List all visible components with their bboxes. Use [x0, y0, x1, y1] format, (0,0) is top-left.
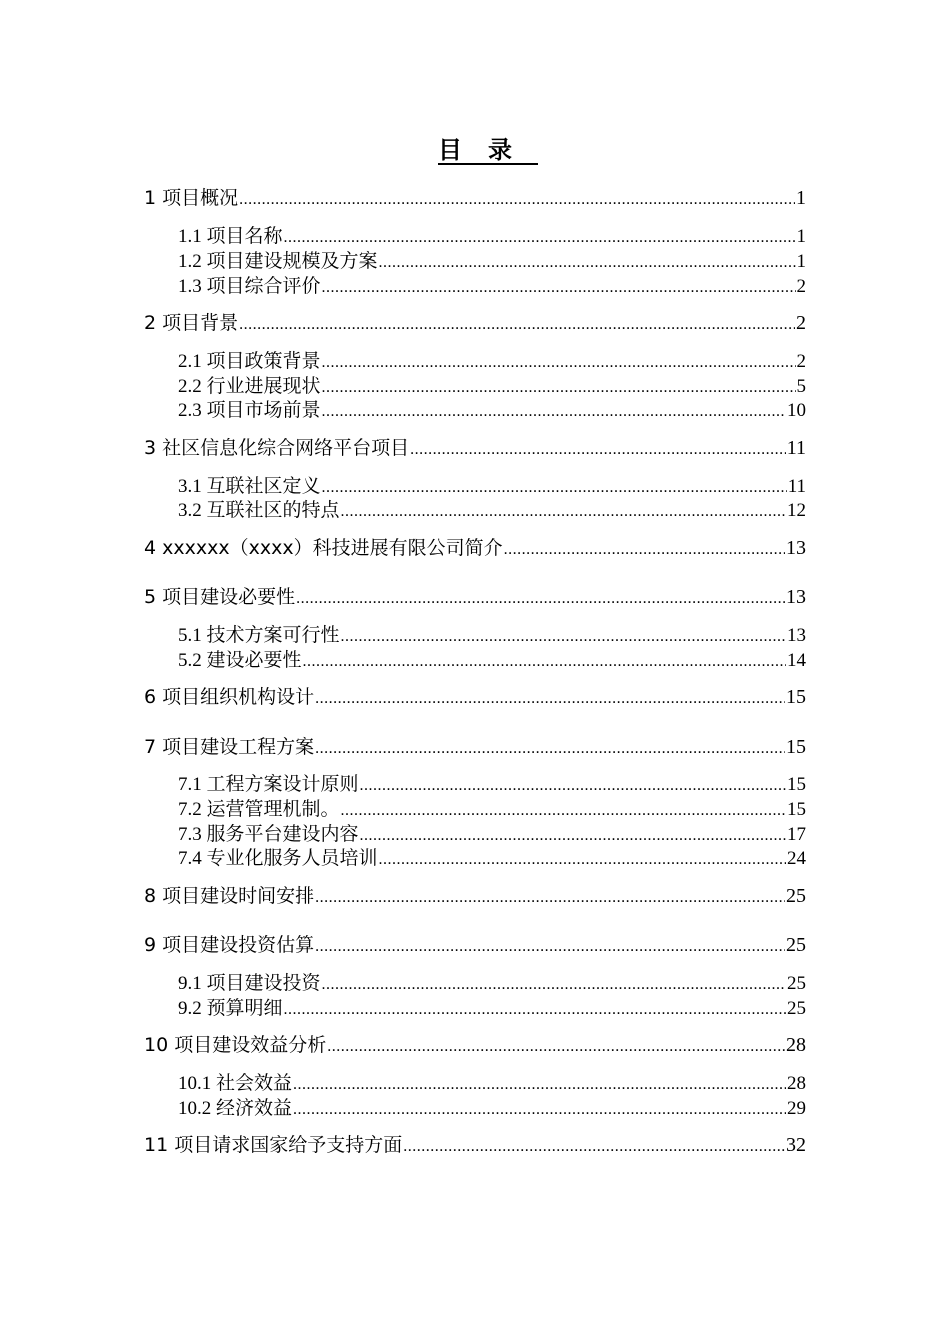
toc-entry-label: 1.1 项目名称: [178, 226, 283, 247]
toc-entry-section[interactable]: [178, 1093, 806, 1120]
toc-entry-section[interactable]: [178, 993, 806, 1020]
toc-entry-page: 12: [787, 500, 806, 521]
toc-dot-leader: [315, 889, 785, 907]
toc-dot-leader: [239, 191, 795, 209]
toc-entry-label: 10.1 社会效益: [178, 1073, 293, 1094]
toc-entry-chapter[interactable]: [144, 732, 806, 759]
toc-entry-section[interactable]: [178, 271, 806, 298]
toc-entry-page: 11: [786, 437, 806, 459]
toc-entry-section[interactable]: [178, 395, 806, 422]
toc-entry-label: 3.1 互联社区定义: [178, 476, 321, 497]
toc-entry-label: 7 项目建设工程方案: [144, 736, 315, 758]
toc-entry-page: 28: [786, 1034, 806, 1056]
toc-entry-page: 17: [787, 824, 806, 845]
toc-entry-page: 2: [796, 276, 806, 297]
toc-entry-section[interactable]: [178, 221, 806, 248]
toc-entry-label: 9 项目建设投资估算: [144, 934, 315, 956]
toc-entry-page: 13: [787, 625, 806, 646]
toc-entry-page: 2: [796, 351, 806, 372]
toc-entry-page: 1: [796, 251, 806, 272]
toc-dot-leader: [322, 354, 796, 372]
toc-dot-leader: [504, 541, 785, 559]
toc-entry-section[interactable]: [178, 471, 806, 498]
toc-entry-section[interactable]: [178, 1068, 806, 1095]
toc-entry-page: 2: [796, 312, 806, 334]
toc-dot-leader: [379, 254, 796, 272]
toc-entry-page: 1: [796, 226, 806, 247]
toc-entry-chapter[interactable]: [144, 930, 806, 957]
toc-dot-leader: [327, 1038, 785, 1056]
toc-entry-label: 2.2 行业进展现状: [178, 376, 321, 397]
toc-entry-chapter[interactable]: [144, 881, 806, 908]
toc-title-text: 目录: [438, 136, 538, 164]
toc-dot-leader: [293, 1076, 786, 1094]
toc-entry-section[interactable]: [178, 794, 806, 821]
toc-entry-label: 10 项目建设效益分析: [144, 1034, 327, 1056]
toc-entry-label: 11 项目请求国家给予支持方面: [144, 1134, 403, 1156]
toc-dot-leader: [322, 976, 786, 994]
toc-dot-leader: [341, 628, 786, 646]
toc-entry-label: 2 项目背景: [144, 312, 239, 334]
toc-entry-label: 5.2 建设必要性: [178, 650, 302, 671]
toc-entry-page: 10: [787, 400, 806, 421]
toc-entry-label: 8 项目建设时间安排: [144, 885, 315, 907]
toc-entry-page: 24: [787, 848, 806, 869]
toc-entry-chapter[interactable]: [144, 582, 806, 609]
toc-entry-chapter[interactable]: [144, 308, 806, 335]
toc-entry-label: 5 项目建设必要性: [144, 586, 296, 608]
toc-entry-label: 9.1 项目建设投资: [178, 973, 321, 994]
toc-entry-page: 32: [786, 1134, 806, 1156]
toc-entry-section[interactable]: [178, 371, 806, 398]
toc-entry-chapter[interactable]: [144, 682, 806, 709]
toc-entry-page: 5: [796, 376, 806, 397]
toc-entry-chapter[interactable]: [144, 433, 806, 460]
toc-dot-leader: [284, 229, 796, 247]
toc-entry-page: 15: [787, 799, 806, 820]
toc-dot-leader: [410, 441, 786, 459]
toc-entry-page: 15: [786, 736, 806, 758]
toc-entry-section[interactable]: [178, 968, 806, 995]
toc-dot-leader: [296, 590, 785, 608]
toc-entry-page: 13: [786, 537, 806, 559]
toc-dot-leader: [315, 690, 785, 708]
toc-entry-section[interactable]: [178, 843, 806, 870]
toc-entry-section[interactable]: [178, 769, 806, 796]
toc-dot-leader: [315, 938, 785, 956]
toc-entry-section[interactable]: [178, 819, 806, 846]
toc-entry-label: 2.3 项目市场前景: [178, 400, 321, 421]
toc-entry-section[interactable]: [178, 620, 806, 647]
toc-entry-label: 7.4 专业化服务人员培训: [178, 848, 378, 869]
toc-dot-leader: [315, 740, 785, 758]
toc-entry-chapter[interactable]: [144, 1030, 806, 1057]
toc-entry-label: 7.2 运营管理机制。: [178, 799, 340, 820]
toc-dot-leader: [284, 1001, 786, 1019]
toc-entry-label: 5.1 技术方案可行性: [178, 625, 340, 646]
toc-entry-section[interactable]: [178, 346, 806, 373]
toc-dot-leader: [322, 279, 796, 297]
toc-entry-label: 3.2 互联社区的特点: [178, 500, 340, 521]
toc-dot-leader: [239, 316, 795, 334]
toc-entry-label: 2.1 项目政策背景: [178, 351, 321, 372]
toc-entry-label: 4 xxxxxx（xxxx）科技进展有限公司简介: [144, 537, 503, 559]
toc-entry-label: 7.3 服务平台建设内容: [178, 824, 359, 845]
toc-entry-section[interactable]: [178, 645, 806, 672]
toc-entry-page: 25: [787, 998, 806, 1019]
toc-entry-label: 1.2 项目建设规模及方案: [178, 251, 378, 272]
toc-entry-page: 15: [787, 774, 806, 795]
toc-dot-leader: [341, 503, 786, 521]
toc-entry-page: 29: [787, 1098, 806, 1119]
toc-dot-leader: [303, 653, 786, 671]
toc-dot-leader: [293, 1101, 786, 1119]
toc-entry-label: 3 社区信息化综合网络平台项目: [144, 437, 410, 459]
toc-entry-chapter[interactable]: [144, 533, 806, 560]
toc-entry-section[interactable]: [178, 495, 806, 522]
toc-entry-page: 14: [787, 650, 806, 671]
toc-entry-page: 25: [787, 973, 806, 994]
toc-dot-leader: [403, 1138, 785, 1156]
toc-entry-chapter[interactable]: [144, 183, 806, 210]
toc-entry-section[interactable]: [178, 246, 806, 273]
toc-entry-label: 10.2 经济效益: [178, 1098, 293, 1119]
toc-dot-leader: [322, 403, 786, 421]
toc-entry-label: 1 项目概况: [144, 187, 239, 209]
toc-entry-page: 25: [786, 885, 806, 907]
toc-entry-page: 11: [787, 476, 806, 497]
toc-entry-label: 6 项目组织机构设计: [144, 686, 315, 708]
toc-entry-page: 15: [786, 686, 806, 708]
toc-dot-leader: [341, 802, 786, 820]
toc-entry-chapter[interactable]: [144, 1130, 806, 1157]
toc-title: [0, 130, 950, 170]
toc-entry-label: 7.1 工程方案设计原则: [178, 774, 359, 795]
toc-entry-label: 9.2 预算明细: [178, 998, 283, 1019]
toc-dot-leader: [360, 777, 786, 795]
toc-entry-page: 13: [786, 586, 806, 608]
toc-entry-page: 28: [787, 1073, 806, 1094]
toc-entry-page: 1: [796, 187, 806, 209]
toc-entry-page: 25: [786, 934, 806, 956]
toc-entry-label: 1.3 项目综合评价: [178, 276, 321, 297]
toc-dot-leader: [379, 851, 786, 869]
